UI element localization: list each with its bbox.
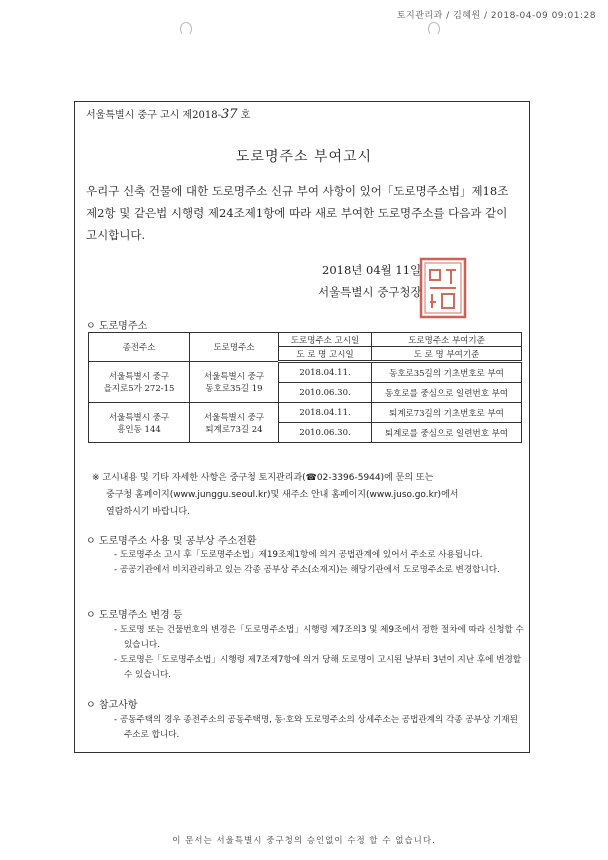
notice-date: 2018년 04월 11일: [322, 263, 422, 277]
table-header-basis: 도로명주소 부여기준: [372, 333, 522, 347]
list-item: - 도로명은「도로명주소법」시행령 제7조제7항에 의거 당해 도로명이 고시된 날부터 3년이 지난 후에 변경할 수 있습니다.: [114, 655, 522, 680]
former-line: 서울특별시 중구: [108, 372, 170, 382]
former-line: 흥인동 144: [117, 424, 161, 435]
inquiry-note: [92, 470, 522, 521]
former-line: 서울특별시 중구: [108, 412, 170, 423]
road-line: 서울특별시 중구: [203, 412, 265, 423]
punch-hole-mark: [180, 22, 192, 36]
table-cell-former: [89, 403, 190, 443]
table-header-basis-sub: 도 로 명 부여기준: [372, 347, 522, 362]
section-title-reference: ㅇ 참고사항: [86, 700, 138, 711]
address-table: [88, 332, 522, 443]
table-row: [89, 362, 522, 383]
list-item: - 공공기관에서 비치관리하고 있는 각종 공부상 주소(소재지)는 해당기관에서 도로명주소로 변경합니다.: [114, 565, 500, 575]
notice-number-prefix: 서울특별시 중구 고시 제2018-: [86, 110, 221, 121]
table-header-notice-date: 도로명주소 고시일: [279, 333, 372, 347]
notice-number-suffix: 호: [240, 110, 251, 121]
table-header-notice-date-sub: 도 로 명 고시일: [279, 347, 372, 362]
notice-number: [86, 106, 250, 122]
list-item: - 도로명 또는 건물번호의 변경은「도로명주소법」시행령 제7조의3 및 제9조에서 정한 절차에 따라 신청할 수 있습니다.: [114, 625, 524, 650]
list-item: - 공동주택의 경우 종전주소의 공동주택명, 동·호와 도로명주소의 상세주소는 공법관계의 각종 공부상 기재된 주소로 합니다.: [114, 715, 518, 740]
table-cell-road-basis: 퇴계로를 중심으로 일련번호 부여: [372, 423, 522, 443]
list-item: - 도로명주소 고시 후「도로명주소법」제19조제1항에 의거 공법관계에 있어서 주소로 사용됩니다.: [114, 550, 483, 560]
notice-number-handwritten: 37: [220, 107, 238, 122]
table-cell-notice-date: 2018.04.11.: [279, 362, 372, 383]
table-cell-basis: 동호로35길의 기초번호로 부여: [372, 362, 522, 383]
road-line: 퇴계로73길 24: [205, 424, 263, 435]
page-title: 도로명주소 부여고시: [235, 149, 373, 165]
table-cell-road-notice-date: 2010.06.30.: [279, 423, 372, 443]
table-cell-basis: 퇴계로73길의 기초번호로 부여: [372, 403, 522, 423]
section-body-usage: [114, 548, 526, 578]
table-row: [89, 403, 522, 423]
punch-hole-mark: [428, 22, 440, 36]
official-seal-icon: [418, 256, 468, 320]
note-line: 열람하시기 바랍니다.: [106, 507, 190, 517]
notice-body: 우리구 신축 건물에 대한 도로명주소 신규 부여 사항이 있어「도로명주소법」제18조 제2항 및 같은법 시행령 제24조제1항에 따라 새로 부여한 도로명주소를 다음과 같이 고시합니다.: [86, 184, 509, 242]
section-title-change: ㅇ 도로명주소 변경 등: [86, 610, 183, 621]
document-footer: 이 문서는 서울특별시 중구청의 승인없이 수정 할 수 없습니다.: [172, 836, 436, 846]
table-cell-road: [190, 362, 279, 403]
issuing-office: 서울특별시 중구청장: [318, 285, 422, 299]
table-cell-former: [89, 362, 190, 403]
section-title-usage: ㅇ 도로명주소 사용 및 공부상 주소전환: [86, 536, 257, 547]
table-cell-road-notice-date: 2010.06.30.: [279, 383, 372, 403]
road-line: 서울특별시 중구: [203, 372, 265, 382]
document-stamp: 토지관리과 / 김혜원 / 2018-04-09 09:01:28: [396, 11, 596, 21]
former-line: 을지로5가 272-15: [103, 384, 175, 394]
section-title-address: ㅇ 도로명주소: [86, 321, 148, 332]
note-line: ※ 고시내용 및 기타 자세한 사항은 중구청 토지관리과(☎02-3396-5944)에 문의 또는: [92, 473, 434, 483]
road-line: 동호로35길 19: [205, 384, 263, 394]
table-cell-road: [190, 403, 279, 443]
table-cell-notice-date: 2018.04.11.: [279, 403, 372, 423]
table-header-former: 종전주소: [89, 333, 190, 362]
note-line: 중구청 홈페이지(www.junggu.seoul.kr)및 새주소 안내 홈페이지(www.juso.go.kr)에서: [106, 490, 459, 500]
table-header-road: 도로명주소: [190, 333, 279, 362]
section-body-reference: [114, 713, 526, 743]
section-body-change: [114, 623, 526, 683]
table-cell-road-basis: 동호로를 중심으로 일련번호 부여: [372, 383, 522, 403]
